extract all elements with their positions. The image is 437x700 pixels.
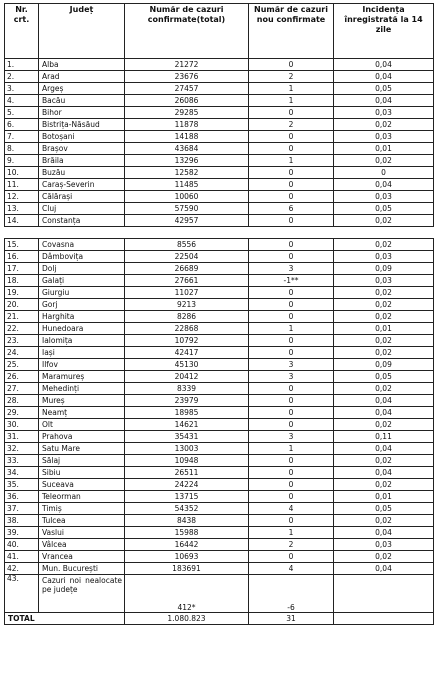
- cell-nr: 26.: [5, 371, 39, 383]
- table-row: [5, 191, 434, 203]
- cell-incidence: 0,02: [334, 419, 434, 431]
- total-new: 31: [249, 613, 334, 625]
- cell-nr: 35.: [5, 479, 39, 491]
- total-label: TOTAL: [5, 613, 125, 625]
- cell-name: Buzău: [39, 167, 125, 179]
- cell-total: 8556: [125, 239, 249, 251]
- cell-incidence: 0,03: [334, 107, 434, 119]
- cell-nr: 37.: [5, 503, 39, 515]
- cell-total: 13296: [125, 155, 249, 167]
- cell-incidence: 0,02: [334, 119, 434, 131]
- table-row: [5, 551, 434, 563]
- cell-new: 1: [249, 95, 334, 107]
- cell-new: 0: [249, 383, 334, 395]
- table-row: [5, 179, 434, 191]
- cell-new: 0: [249, 299, 334, 311]
- cell-nr: 11.: [5, 179, 39, 191]
- cell-new: 1: [249, 155, 334, 167]
- cell-name: Botoșani: [39, 131, 125, 143]
- table-row: [5, 323, 434, 335]
- cell-total: 10693: [125, 551, 249, 563]
- cell-incidence: 0,02: [334, 155, 434, 167]
- cell-incidence: 0,04: [334, 71, 434, 83]
- cell-nr: 18.: [5, 275, 39, 287]
- cell-name: Maramureș: [39, 371, 125, 383]
- header-row: [5, 4, 434, 59]
- cell-total: 10792: [125, 335, 249, 347]
- cell-nr: 24.: [5, 347, 39, 359]
- cell-new: 3: [249, 371, 334, 383]
- table-body: [5, 59, 434, 625]
- table-row: [5, 383, 434, 395]
- cell-new: 3: [249, 431, 334, 443]
- cell-new: 6: [249, 203, 334, 215]
- cell-total: 35431: [125, 431, 249, 443]
- cell-incidence: 0,02: [334, 299, 434, 311]
- cell-incidence: 0,03: [334, 191, 434, 203]
- table-row: [5, 203, 434, 215]
- cell-total: 8286: [125, 311, 249, 323]
- cell-nr: 16.: [5, 251, 39, 263]
- cell-nr: 14.: [5, 215, 39, 227]
- cell-incidence: 0,01: [334, 323, 434, 335]
- cell-nr: 31.: [5, 431, 39, 443]
- cell-nr: 40.: [5, 539, 39, 551]
- cell-total: 13003: [125, 443, 249, 455]
- cell-new: -6: [249, 575, 334, 613]
- cell-incidence: 0,04: [334, 407, 434, 419]
- cell-nr: 41.: [5, 551, 39, 563]
- cell-nr: 13.: [5, 203, 39, 215]
- cell-name: Brăila: [39, 155, 125, 167]
- cell-nr: 2.: [5, 71, 39, 83]
- table-row: [5, 143, 434, 155]
- cell-total: 20412: [125, 371, 249, 383]
- cell-incidence: 0,04: [334, 443, 434, 455]
- cell-nr: 28.: [5, 395, 39, 407]
- table-row: [5, 83, 434, 95]
- cell-name: Galați: [39, 275, 125, 287]
- cell-name: Vâlcea: [39, 539, 125, 551]
- header-total: Număr de cazuri confirmate(total): [125, 4, 249, 59]
- table-row: [5, 419, 434, 431]
- cell-new: 2: [249, 119, 334, 131]
- cell-nr: 36.: [5, 491, 39, 503]
- cell-total: 24224: [125, 479, 249, 491]
- cell-name: Olt: [39, 419, 125, 431]
- cell-new: 0: [249, 335, 334, 347]
- cell-new: 0: [249, 311, 334, 323]
- table-row: [5, 467, 434, 479]
- cell-new: 0: [249, 395, 334, 407]
- cell-incidence: 0,09: [334, 263, 434, 275]
- cell-incidence: 0,11: [334, 431, 434, 443]
- cell-nr: 6.: [5, 119, 39, 131]
- table-row: [5, 311, 434, 323]
- cell-name: Giurgiu: [39, 287, 125, 299]
- header-new: Număr de cazuri nou confirmate: [249, 4, 334, 59]
- cell-nr: 22.: [5, 323, 39, 335]
- cell-nr: 19.: [5, 287, 39, 299]
- cell-nr: 3.: [5, 83, 39, 95]
- cell-new: 0: [249, 131, 334, 143]
- table-row: [5, 251, 434, 263]
- table-row: [5, 131, 434, 143]
- cell-incidence: [334, 575, 434, 613]
- cell-total: 42417: [125, 347, 249, 359]
- cell-new: 0: [249, 239, 334, 251]
- header-judet: Județ: [39, 4, 125, 59]
- total-incidence: [334, 613, 434, 625]
- cell-incidence: 0,02: [334, 383, 434, 395]
- cell-new: 0: [249, 407, 334, 419]
- cell-total: 22868: [125, 323, 249, 335]
- cell-total: 18985: [125, 407, 249, 419]
- cell-new: 1: [249, 527, 334, 539]
- cell-name: Constanța: [39, 215, 125, 227]
- table-row: [5, 107, 434, 119]
- cell-incidence: 0,05: [334, 83, 434, 95]
- cell-new: 0: [249, 551, 334, 563]
- cell-total: 11027: [125, 287, 249, 299]
- table-row: [5, 491, 434, 503]
- cell-name: Alba: [39, 59, 125, 71]
- cell-nr: 25.: [5, 359, 39, 371]
- cell-new: 1: [249, 443, 334, 455]
- cell-incidence: 0,01: [334, 491, 434, 503]
- cell-incidence: 0,02: [334, 455, 434, 467]
- cell-incidence: 0,09: [334, 359, 434, 371]
- cell-incidence: 0,02: [334, 479, 434, 491]
- cell-new: 0: [249, 287, 334, 299]
- cell-total: 26086: [125, 95, 249, 107]
- cell-total: 11485: [125, 179, 249, 191]
- cell-total: 9213: [125, 299, 249, 311]
- cell-name: Ialomița: [39, 335, 125, 347]
- cell-nr: 5.: [5, 107, 39, 119]
- table-row: [5, 263, 434, 275]
- cell-nr: 27.: [5, 383, 39, 395]
- table-row: [5, 59, 434, 71]
- cell-name: Vaslui: [39, 527, 125, 539]
- cell-new: 3: [249, 359, 334, 371]
- table-row: [5, 287, 434, 299]
- cell-name: Gorj: [39, 299, 125, 311]
- table-row: [5, 335, 434, 347]
- cell-name: Călărași: [39, 191, 125, 203]
- cell-nr: 21.: [5, 311, 39, 323]
- cell-incidence: 0: [334, 167, 434, 179]
- cell-incidence: 0,04: [334, 179, 434, 191]
- cell-new: 0: [249, 143, 334, 155]
- table-row: [5, 71, 434, 83]
- cell-name: Prahova: [39, 431, 125, 443]
- cell-name: Hunedoara: [39, 323, 125, 335]
- cell-new: 0: [249, 455, 334, 467]
- cell-total: 23676: [125, 71, 249, 83]
- cell-name: Bihor: [39, 107, 125, 119]
- header-nr: Nr. crt.: [5, 4, 39, 59]
- cell-total: 14188: [125, 131, 249, 143]
- cell-nr: 17.: [5, 263, 39, 275]
- cell-total: 27457: [125, 83, 249, 95]
- cell-name: Harghita: [39, 311, 125, 323]
- cell-incidence: 0,04: [334, 395, 434, 407]
- table-row: [5, 119, 434, 131]
- table-row: [5, 371, 434, 383]
- cell-nr: 32.: [5, 443, 39, 455]
- cell-incidence: 0,03: [334, 539, 434, 551]
- cell-nr: 9.: [5, 155, 39, 167]
- cell-name: Brașov: [39, 143, 125, 155]
- table-separator: [5, 227, 434, 239]
- cell-name: Arad: [39, 71, 125, 83]
- cell-new: 0: [249, 215, 334, 227]
- cell-name: Satu Mare: [39, 443, 125, 455]
- cell-incidence: 0,04: [334, 95, 434, 107]
- table-row: [5, 479, 434, 491]
- cell-nr: 4.: [5, 95, 39, 107]
- table-row: [5, 563, 434, 575]
- cell-name: Bacău: [39, 95, 125, 107]
- cell-new: 0: [249, 515, 334, 527]
- cell-name: Suceava: [39, 479, 125, 491]
- cell-nr: 12.: [5, 191, 39, 203]
- cell-nr: 23.: [5, 335, 39, 347]
- cell-nr: 15.: [5, 239, 39, 251]
- cell-total: 43684: [125, 143, 249, 155]
- cell-incidence: 0,02: [334, 347, 434, 359]
- cell-new: 0: [249, 179, 334, 191]
- table-row: [5, 407, 434, 419]
- cell-new: 0: [249, 347, 334, 359]
- cell-new: 0: [249, 107, 334, 119]
- cell-name: Iași: [39, 347, 125, 359]
- cell-incidence: 0,02: [334, 515, 434, 527]
- cell-total: 8438: [125, 515, 249, 527]
- table-row: [5, 299, 434, 311]
- cell-new: 4: [249, 503, 334, 515]
- table-row: [5, 539, 434, 551]
- cell-name: Neamț: [39, 407, 125, 419]
- cell-name: Vrancea: [39, 551, 125, 563]
- cell-total: 8339: [125, 383, 249, 395]
- cell-nr: 10.: [5, 167, 39, 179]
- cell-total: 15988: [125, 527, 249, 539]
- table-row: [5, 431, 434, 443]
- cell-incidence: 0,02: [334, 311, 434, 323]
- cell-incidence: 0,04: [334, 563, 434, 575]
- cell-name: Tulcea: [39, 515, 125, 527]
- cell-new: 0: [249, 467, 334, 479]
- cell-total: 54352: [125, 503, 249, 515]
- table-row: [5, 455, 434, 467]
- cell-nr: 38.: [5, 515, 39, 527]
- table-row: [5, 167, 434, 179]
- cell-name: Dolj: [39, 263, 125, 275]
- cell-nr: 7.: [5, 131, 39, 143]
- table-row: [5, 347, 434, 359]
- cell-total: 10948: [125, 455, 249, 467]
- cell-name: Cluj: [39, 203, 125, 215]
- cell-name: Mureș: [39, 395, 125, 407]
- cell-total: 12582: [125, 167, 249, 179]
- cell-incidence: 0,05: [334, 371, 434, 383]
- header-incidence: Incidența înregistrată la 14 zile: [334, 4, 434, 59]
- cell-incidence: 0,05: [334, 503, 434, 515]
- cell-new: 2: [249, 71, 334, 83]
- cell-new: 0: [249, 191, 334, 203]
- cell-new: 0: [249, 419, 334, 431]
- cell-name: Caraș-Severin: [39, 179, 125, 191]
- table-row: [5, 275, 434, 287]
- cell-nr: 39.: [5, 527, 39, 539]
- cell-incidence: 0,04: [334, 467, 434, 479]
- cell-incidence: 0,01: [334, 143, 434, 155]
- cell-name: Dâmbovița: [39, 251, 125, 263]
- cell-total: 183691: [125, 563, 249, 575]
- cell-incidence: 0,03: [334, 251, 434, 263]
- cell-name: Bistrița-Năsăud: [39, 119, 125, 131]
- cell-nr: 30.: [5, 419, 39, 431]
- cell-name: Mun. București: [39, 563, 125, 575]
- cell-nr: 33.: [5, 455, 39, 467]
- cell-name: Timiș: [39, 503, 125, 515]
- table-row: [5, 503, 434, 515]
- cell-incidence: 0,03: [334, 275, 434, 287]
- cell-incidence: 0,02: [334, 215, 434, 227]
- cell-name: Cazuri noi nealocate pe județe: [39, 575, 125, 613]
- total-cases: 1.080.823: [125, 613, 249, 625]
- cell-new: 0: [249, 167, 334, 179]
- cell-name: Mehedinți: [39, 383, 125, 395]
- cell-nr: 29.: [5, 407, 39, 419]
- covid-cases-table: [4, 3, 434, 625]
- cell-new: -1**: [249, 275, 334, 287]
- separator-cell: [5, 227, 434, 239]
- cell-nr: 43.: [5, 575, 39, 613]
- cell-total: 22504: [125, 251, 249, 263]
- cell-incidence: 0,05: [334, 203, 434, 215]
- cell-new: 0: [249, 479, 334, 491]
- unallocated-row: [5, 575, 434, 613]
- cell-name: Covasna: [39, 239, 125, 251]
- cell-name: Sibiu: [39, 467, 125, 479]
- table-row: [5, 527, 434, 539]
- cell-total: 16442: [125, 539, 249, 551]
- cell-total: 26511: [125, 467, 249, 479]
- cell-new: 0: [249, 251, 334, 263]
- cell-incidence: 0,04: [334, 527, 434, 539]
- table-row: [5, 515, 434, 527]
- cell-total: 11878: [125, 119, 249, 131]
- cell-total: 14621: [125, 419, 249, 431]
- table-row: [5, 395, 434, 407]
- cell-total: 45130: [125, 359, 249, 371]
- cell-new: 4: [249, 563, 334, 575]
- cell-total: 42957: [125, 215, 249, 227]
- cell-new: 3: [249, 263, 334, 275]
- cell-nr: 42.: [5, 563, 39, 575]
- cell-total: 412*: [125, 575, 249, 613]
- total-row: [5, 613, 434, 625]
- cell-total: 26689: [125, 263, 249, 275]
- cell-incidence: 0,02: [334, 239, 434, 251]
- table-row: [5, 443, 434, 455]
- cell-total: 10060: [125, 191, 249, 203]
- cell-nr: 8.: [5, 143, 39, 155]
- table-row: [5, 215, 434, 227]
- cell-total: 57590: [125, 203, 249, 215]
- cell-nr: 20.: [5, 299, 39, 311]
- cell-incidence: 0,03: [334, 131, 434, 143]
- cell-incidence: 0,02: [334, 551, 434, 563]
- table-row: [5, 95, 434, 107]
- table-row: [5, 155, 434, 167]
- table-row: [5, 359, 434, 371]
- cell-name: Argeș: [39, 83, 125, 95]
- cell-total: 23979: [125, 395, 249, 407]
- cell-incidence: 0,02: [334, 287, 434, 299]
- cell-total: 13715: [125, 491, 249, 503]
- cell-nr: 1.: [5, 59, 39, 71]
- cell-name: Sălaj: [39, 455, 125, 467]
- cell-new: 1: [249, 323, 334, 335]
- cell-incidence: 0,04: [334, 59, 434, 71]
- cell-incidence: 0,02: [334, 335, 434, 347]
- cell-name: Ilfov: [39, 359, 125, 371]
- cell-name: Teleorman: [39, 491, 125, 503]
- cell-new: 0: [249, 491, 334, 503]
- cell-new: 0: [249, 59, 334, 71]
- cell-nr: 34.: [5, 467, 39, 479]
- cell-total: 27661: [125, 275, 249, 287]
- cell-new: 1: [249, 83, 334, 95]
- cell-new: 2: [249, 539, 334, 551]
- table-row: [5, 239, 434, 251]
- cell-total: 29285: [125, 107, 249, 119]
- cell-total: 21272: [125, 59, 249, 71]
